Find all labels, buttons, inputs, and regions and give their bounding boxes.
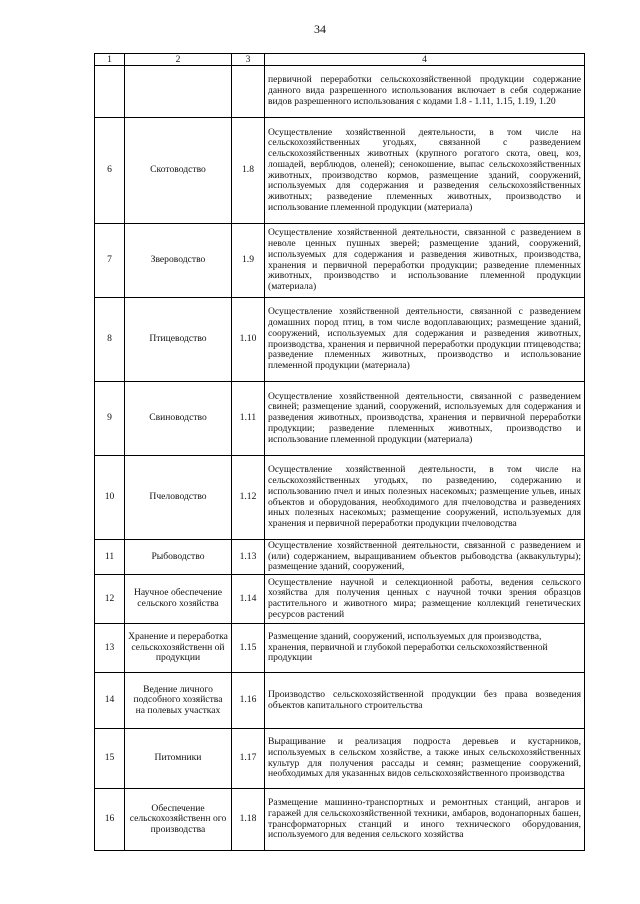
use-type-description: Выращивание и реализация подроста деревьев и кустарников, используемых в сельском хозяйстве, а также иных сельскохозяйственных культур для получения рассады и семян; размещение сооружений, необходимых для указанных видов сельскохозяйственного производства: [265, 729, 585, 789]
use-type-name: Звероводство: [125, 224, 232, 298]
row-number: 15: [95, 729, 125, 789]
table-row: [95, 456, 585, 540]
table-row: [95, 575, 585, 624]
use-type-code: 1.9: [232, 224, 265, 298]
land-use-table: [94, 53, 585, 851]
row-number: 9: [95, 382, 125, 456]
use-type-code: [232, 66, 265, 118]
row-number: [95, 66, 125, 118]
table-row: [95, 540, 585, 575]
row-number: 8: [95, 298, 125, 382]
header-col-2: 2: [125, 54, 232, 66]
use-type-name: [125, 66, 232, 118]
use-type-description: Производство сельскохозяйственной продукции без права возведения объектов капитального строительства: [265, 673, 585, 729]
use-type-description: Осуществление хозяйственной деятельности, в том числе на сельскохозяйственных угодьях, связанной с разведением сельскохозяйственных животных (крупного рогатого скота, овец, коз, лошадей, верблюдов, оленей); сенокошение, выпас сельскохозяйственных животных, производство кормов, размещение зданий, сооружений, используемых для содержания и разведения сельскохозяйственных животных; разведение племенных животных, производство и использование племенной продукции (материала): [265, 118, 585, 224]
header-col-4: 4: [265, 54, 585, 66]
use-type-description: Осуществление хозяйственной деятельности, связанной с разведением домашних пород птиц, в том числе водоплавающих; размещение зданий, сооружений, используемых для содержания и разведения животных, производства, хранения и первичной переработки продукции птицеводства; разведение племенных животных, производство и использование племенной продукции (материала): [265, 298, 585, 382]
use-type-name: Обеспечение сельскохозяйственн ого производства: [125, 789, 232, 851]
use-type-name: Птицеводство: [125, 298, 232, 382]
header-col-1: 1: [95, 54, 125, 66]
use-type-code: 1.13: [232, 540, 265, 575]
use-type-code: 1.12: [232, 456, 265, 540]
table-row: [95, 673, 585, 729]
table-row: [95, 789, 585, 851]
use-type-code: 1.15: [232, 624, 265, 673]
use-type-code: 1.14: [232, 575, 265, 624]
row-number: 6: [95, 118, 125, 224]
row-number: 13: [95, 624, 125, 673]
use-type-code: 1.10: [232, 298, 265, 382]
header-row: [95, 54, 585, 66]
use-type-code: 1.8: [232, 118, 265, 224]
use-type-code: 1.18: [232, 789, 265, 851]
use-type-description: первичной переработки сельскохозяйственной продукции содержание данного вида разрешенного использования включает в себя содержание видов разрешенного использования с кодами 1.8 - 1.11, 1.15, 1.19, 1.20: [265, 66, 585, 118]
table-row: [95, 118, 585, 224]
row-number: 14: [95, 673, 125, 729]
row-number: 16: [95, 789, 125, 851]
use-type-description: Размещение зданий, сооружений, используемых для производства, хранения, первичной и глубокой переработки сельскохозяйственной продукции: [265, 624, 585, 673]
use-type-name: Питомники: [125, 729, 232, 789]
table-row: [95, 224, 585, 298]
row-number: 11: [95, 540, 125, 575]
row-number: 10: [95, 456, 125, 540]
table-row: [95, 624, 585, 673]
use-type-code: 1.16: [232, 673, 265, 729]
use-type-name: Ведение личного подсобного хозяйства на полевых участках: [125, 673, 232, 729]
use-type-code: 1.17: [232, 729, 265, 789]
table-row: [95, 382, 585, 456]
page-number: 34: [314, 22, 326, 36]
use-type-name: Научное обеспечение сельского хозяйства: [125, 575, 232, 624]
use-type-description: Осуществление хозяйственной деятельности, связанной с разведением свиней; размещение зданий, сооружений, используемых для содержания и разведения животных, производства, хранения и первичной переработки продукции; разведение племенных животных, производство и использование племенной продукции (материала): [265, 382, 585, 456]
use-type-description: Осуществление хозяйственной деятельности, связанной с разведением и (или) содержанием, выращиванием объектов рыбоводства (аквакультуры); размещение зданий, сооружений,: [265, 540, 585, 575]
row-number: 7: [95, 224, 125, 298]
table-row: [95, 729, 585, 789]
header-col-3: 3: [232, 54, 265, 66]
use-type-description: Осуществление хозяйственной деятельности, в том числе на сельскохозяйственных угодьях, по разведению, содержанию и использованию пчел и иных полезных насекомых; размещение ульев, иных объектов и оборудования, необходимого для пчеловодства и разведениях иных полезных насекомых; размещение сооружений, используемых для хранения и первичной переработки продукции пчеловодства: [265, 456, 585, 540]
use-type-name: Пчеловодство: [125, 456, 232, 540]
use-type-name: Свиноводство: [125, 382, 232, 456]
use-type-name: Скотоводство: [125, 118, 232, 224]
use-type-name: Хранение и переработка сельскохозяйственн ой продукции: [125, 624, 232, 673]
use-type-description: Размещение машинно-транспортных и ремонтных станций, ангаров и гаражей для сельскохозяйственной техники, амбаров, водонапорных башен, трансформаторных станций и иного технического оборудования, используемого для ведения сельского хозяйства: [265, 789, 585, 851]
use-type-description: Осуществление хозяйственной деятельности, связанной с разведением в неволе ценных пушных зверей; размещение зданий, сооружений, используемых для содержания и разведения животных, производства, хранения и первичной переработки продукции; разведение племенных животных, производство и использование племенной продукции (материала): [265, 224, 585, 298]
use-type-name: Рыбоводство: [125, 540, 232, 575]
use-type-description: Осуществление научной и селекционной работы, ведения сельского хозяйства для получения ценных с научной точки зрения образцов растительного и животного мира; размещение коллекций генетических ресурсов растений: [265, 575, 585, 624]
use-type-code: 1.11: [232, 382, 265, 456]
row-number: 12: [95, 575, 125, 624]
table-row: [95, 298, 585, 382]
table-row: [95, 66, 585, 118]
